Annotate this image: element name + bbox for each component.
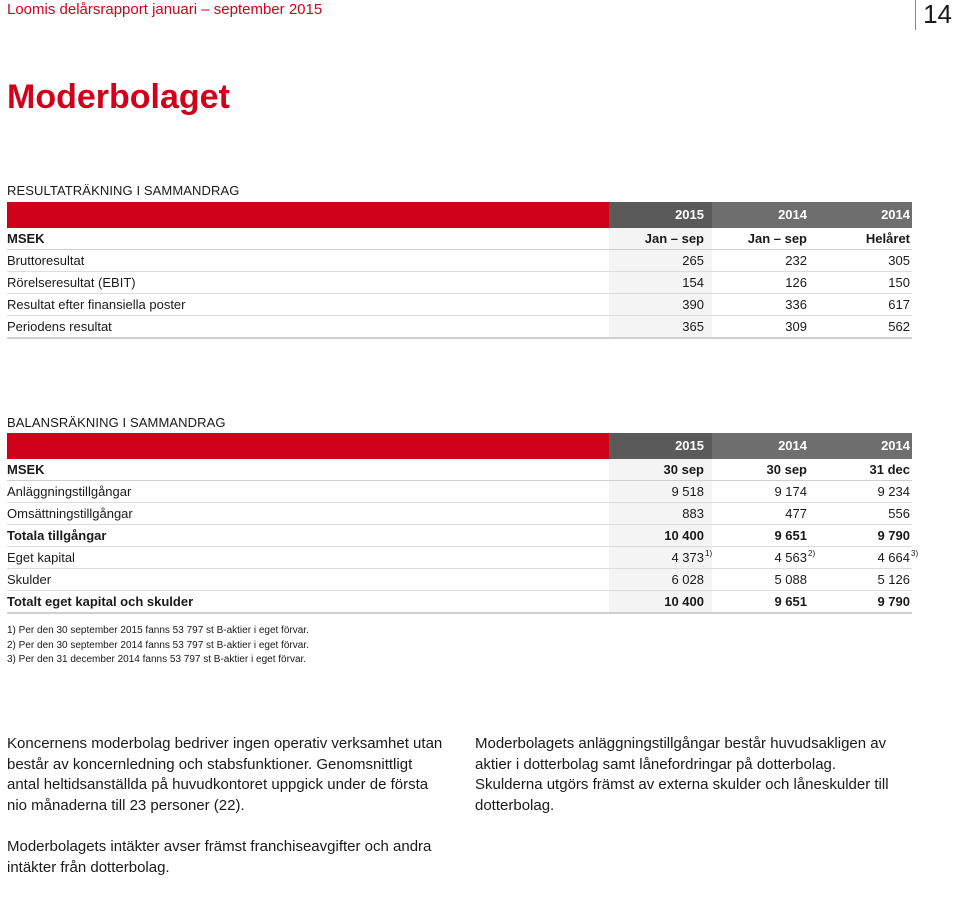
paragraph: Moderbolagets anläggningstillgångar består huvudsakligen av aktier i dotterbolag samt lånefordringar på dotterbolag. Skulderna utgörs främst av externa skulder och låneskulder till dotterbolag. [475, 735, 889, 814]
row-label: Skulder [7, 569, 609, 591]
value-cell: 617 [815, 294, 912, 316]
value-cell: 10 400 [609, 591, 712, 614]
value-cell: 5 088 [712, 569, 815, 591]
value-cell: 9 790 [815, 591, 912, 614]
value-cell [609, 547, 712, 569]
footnote-marker: 2) [808, 549, 816, 558]
paragraph: Koncernens moderbolag bedriver ingen operativ verksamhet utan består av koncernledning och stabsfunktioner. Genomsnittligt antal heltidsanställda på huvudkontoret uppgick under de första nio månaderna till 23 personer (22). [7, 735, 443, 814]
footnote-marker: 3) [911, 549, 919, 558]
year-header-spacer [7, 433, 609, 459]
year-cell: 2014 [712, 433, 815, 459]
row-label: Resultat efter finansiella poster [7, 294, 609, 316]
row-label: Totala tillgångar [7, 525, 609, 547]
unit-label: MSEK [7, 228, 609, 250]
year-cell: 2015 [609, 433, 712, 459]
period-header-row [7, 459, 912, 481]
value-cell: 150 [815, 272, 912, 294]
row-label: Eget kapital [7, 547, 609, 569]
value-cell: 265 [609, 250, 712, 272]
row-label: Periodens resultat [7, 316, 609, 339]
value-cell: 305 [815, 250, 912, 272]
footnotes [7, 624, 309, 668]
value-cell: 556 [815, 503, 912, 525]
period-cell: Jan – sep [609, 228, 712, 250]
value-cell: 9 174 [712, 481, 815, 503]
row-label: Anläggningstillgångar [7, 481, 609, 503]
body-text-left [7, 734, 447, 899]
table-row [7, 316, 912, 339]
period-cell: Jan – sep [712, 228, 815, 250]
value-cell [815, 547, 919, 569]
year-cell: 2014 [712, 202, 815, 228]
row-label: Totalt eget kapital och skulder [7, 591, 609, 614]
table-row-total [7, 591, 912, 614]
paragraph: Moderbolagets intäkter avser främst franchiseavgifter och andra intäkter från dotterbolag. [7, 838, 432, 876]
income-statement-title: RESULTATRÄKNING I SAMMANDRAG [7, 183, 240, 198]
value-cell: 154 [609, 272, 712, 294]
balance-sheet-table [7, 433, 919, 614]
year-cell: 2014 [815, 433, 912, 459]
period-cell: Helåret [815, 228, 912, 250]
value-cell: 10 400 [609, 525, 712, 547]
footnote: 1) Per den 30 september 2015 fanns 53 797 st B-aktier i eget förvar. [7, 625, 309, 636]
value-text: 4 373 [671, 550, 704, 565]
period-cell: 30 sep [712, 459, 815, 481]
footnote-marker: 1) [705, 549, 713, 558]
year-header-row [7, 433, 912, 459]
row-label: Rörelseresultat (EBIT) [7, 272, 609, 294]
value-cell [712, 547, 815, 569]
balance-sheet-title: BALANSRÄKNING I SAMMANDRAG [7, 415, 226, 430]
value-cell: 9 651 [712, 591, 815, 614]
income-statement-table [7, 202, 912, 339]
page-number: 14 [915, 0, 952, 30]
value-cell: 336 [712, 294, 815, 316]
period-cell: 31 dec [815, 459, 912, 481]
body-text-right [475, 734, 905, 837]
table-row [7, 547, 912, 569]
value-cell: 562 [815, 316, 912, 339]
year-cell: 2014 [815, 202, 912, 228]
value-cell: 126 [712, 272, 815, 294]
footnote: 2) Per den 30 september 2014 fanns 53 797 st B-aktier i eget förvar. [7, 639, 309, 651]
value-cell: 232 [712, 250, 815, 272]
period-header-row [7, 228, 912, 250]
table-row [7, 481, 912, 503]
value-cell: 5 126 [815, 569, 912, 591]
table-row [7, 250, 912, 272]
value-cell: 365 [609, 316, 712, 339]
table-row [7, 272, 912, 294]
year-header-row [7, 202, 912, 228]
value-cell: 9 651 [712, 525, 815, 547]
row-label: Omsättningstillgångar [7, 503, 609, 525]
running-header: Loomis delårsrapport januari – september 2015 [7, 1, 323, 18]
value-text: 4 664 [877, 550, 910, 565]
period-cell: 30 sep [609, 459, 712, 481]
value-cell: 390 [609, 294, 712, 316]
value-cell: 9 234 [815, 481, 912, 503]
table-row [7, 569, 912, 591]
table-row [7, 503, 912, 525]
table-row-total [7, 525, 912, 547]
value-cell: 883 [609, 503, 712, 525]
year-cell: 2015 [609, 202, 712, 228]
row-label: Bruttoresultat [7, 250, 609, 272]
table-row [7, 294, 912, 316]
value-cell: 477 [712, 503, 815, 525]
year-header-spacer [7, 202, 609, 228]
value-cell: 6 028 [609, 569, 712, 591]
footnote: 3) Per den 31 december 2014 fanns 53 797 st B-aktier i eget förvar. [7, 654, 307, 665]
value-cell: 9 790 [815, 525, 912, 547]
value-cell: 9 518 [609, 481, 712, 503]
unit-label: MSEK [7, 459, 609, 481]
value-cell: 309 [712, 316, 815, 339]
page-title: Moderbolaget [7, 78, 230, 116]
value-text: 4 563 [774, 550, 807, 565]
